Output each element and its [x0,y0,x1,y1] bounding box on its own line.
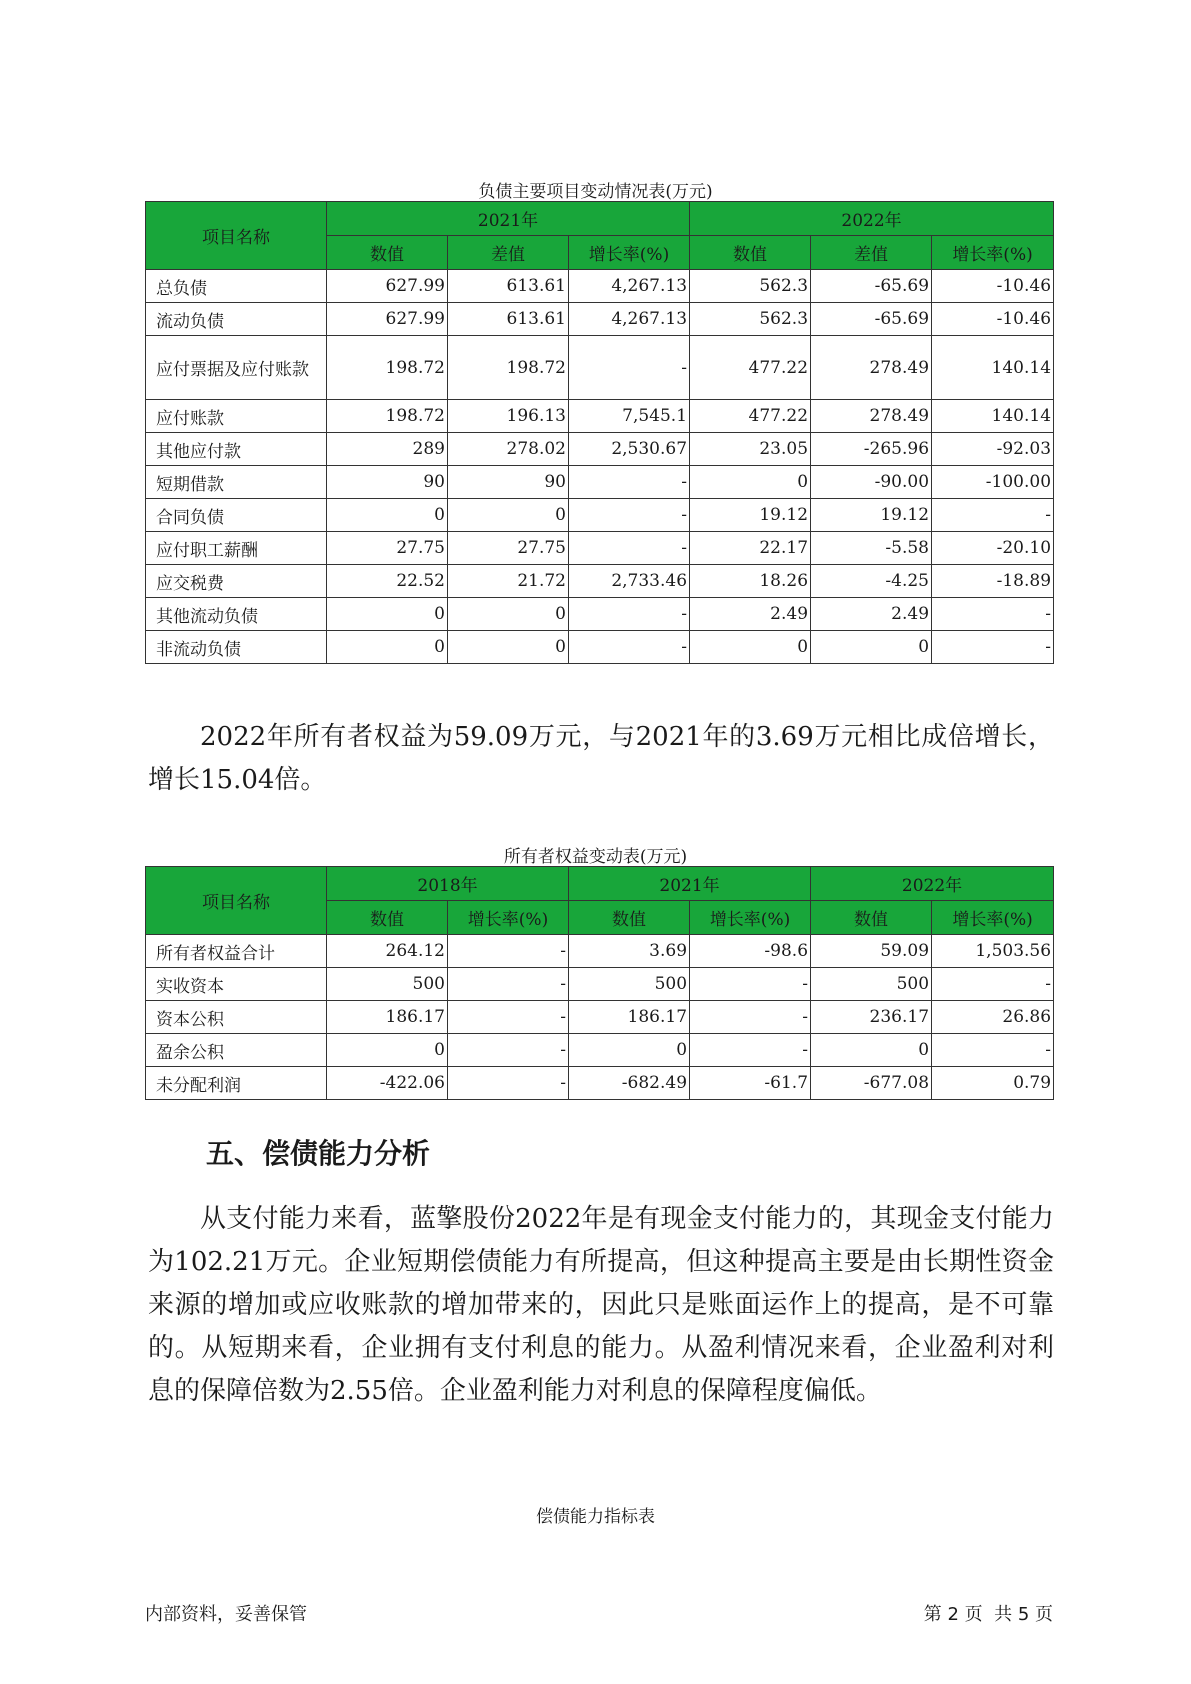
table-cell: 500 [327,968,448,1001]
table-cell: 0.79 [932,1067,1054,1100]
table-cell: 278.02 [448,433,569,466]
table-cell: - [569,499,690,532]
table-cell: 236.17 [811,1001,932,1034]
column-header-growth: 增长率(%) [690,901,811,935]
column-header-growth: 增长率(%) [932,236,1054,270]
row-label: 盈余公积 [146,1034,327,1067]
table-cell: 19.12 [690,499,811,532]
table-cell: 264.12 [327,935,448,968]
table-cell: 613.61 [448,303,569,336]
table-cell: 627.99 [327,270,448,303]
row-label: 非流动负债 [146,631,327,664]
table-row [146,1067,1054,1100]
table-cell: 500 [569,968,690,1001]
column-header-value: 数值 [690,236,811,270]
table-cell: 0 [448,631,569,664]
row-label: 短期借款 [146,466,327,499]
column-header-growth: 增长率(%) [932,901,1054,935]
table-cell: - [932,598,1054,631]
table-cell: - [932,968,1054,1001]
table-cell: -18.89 [932,565,1054,598]
table-cell: - [569,532,690,565]
section-heading: 五、偿债能力分析 [206,1137,431,1170]
table-cell: - [690,1001,811,1034]
column-header-diff: 差值 [448,236,569,270]
row-label: 应付票据及应付账款 [146,336,327,400]
table-cell: 2.49 [811,598,932,631]
table-cell: -4.25 [811,565,932,598]
table-cell: -5.58 [811,532,932,565]
table-row [146,631,1054,664]
row-label: 所有者权益合计 [146,935,327,968]
table-cell: 0 [811,631,932,664]
table-cell: 186.17 [327,1001,448,1034]
table-cell: 18.26 [690,565,811,598]
table-cell: 627.99 [327,303,448,336]
row-label: 其他流动负债 [146,598,327,631]
table-cell: 198.72 [327,336,448,400]
table-cell: 0 [690,631,811,664]
column-header-item-name: 项目名称 [146,202,327,270]
table-cell: - [569,631,690,664]
liability-table [145,201,1054,664]
table-cell: - [690,968,811,1001]
column-header-value: 数值 [327,236,448,270]
table-cell: 0 [811,1034,932,1067]
table-row [146,1001,1054,1034]
table-cell: 198.72 [448,336,569,400]
table-cell: - [448,1034,569,1067]
table-cell: 0 [327,631,448,664]
table-cell: 140.14 [932,400,1054,433]
row-label: 实收资本 [146,968,327,1001]
table-cell: 0 [327,1034,448,1067]
column-header-year-2022: 2022年 [690,202,1054,236]
table-cell: 23.05 [690,433,811,466]
table-cell: 477.22 [690,336,811,400]
table-cell: 198.72 [327,400,448,433]
table-cell: -10.46 [932,270,1054,303]
table-cell: -20.10 [932,532,1054,565]
table-row [146,935,1054,968]
row-label: 资本公积 [146,1001,327,1034]
row-label: 应付账款 [146,400,327,433]
column-header-year-2021: 2021年 [569,867,811,901]
table-cell: - [690,1034,811,1067]
table-cell: -98.6 [690,935,811,968]
table-row [146,1034,1054,1067]
table-cell: 477.22 [690,400,811,433]
table-cell: 196.13 [448,400,569,433]
equity-table [145,866,1054,1100]
column-header-value: 数值 [569,901,690,935]
equity-paragraph: 2022年所有者权益为59.09万元，与2021年的3.69万元相比成倍增长，增长15.04倍。 [148,722,1054,795]
table-cell: 22.17 [690,532,811,565]
row-label: 应交税费 [146,565,327,598]
table-cell: 27.75 [448,532,569,565]
table-cell: -65.69 [811,303,932,336]
table-cell: -682.49 [569,1067,690,1100]
table-cell: -61.7 [690,1067,811,1100]
table-row [146,532,1054,565]
row-label: 合同负债 [146,499,327,532]
table-cell: 2,530.67 [569,433,690,466]
table-cell: -10.46 [932,303,1054,336]
row-label: 其他应付款 [146,433,327,466]
table-row [146,499,1054,532]
table-row [146,565,1054,598]
table-cell: 0 [569,1034,690,1067]
table-cell: 140.14 [932,336,1054,400]
table-cell: 278.49 [811,400,932,433]
table-row [146,466,1054,499]
table-row [146,598,1054,631]
table-cell: - [932,1034,1054,1067]
table-row [146,270,1054,303]
footer-page-number: 第 2 页 共 5 页 [923,1604,1053,1625]
table-cell: 0 [327,598,448,631]
table-cell: 3.69 [569,935,690,968]
row-label: 未分配利润 [146,1067,327,1100]
table-row [146,303,1054,336]
column-header-year-2022: 2022年 [811,867,1054,901]
row-label: 总负债 [146,270,327,303]
column-header-value: 数值 [811,901,932,935]
table-cell: -100.00 [932,466,1054,499]
table-row [146,336,1054,400]
table-cell: 2,733.46 [569,565,690,598]
column-header-growth: 增长率(%) [448,901,569,935]
table-row [146,433,1054,466]
table-cell: 27.75 [327,532,448,565]
table-cell: 2.49 [690,598,811,631]
table-cell: - [448,968,569,1001]
table-cell: - [569,466,690,499]
table-cell: 59.09 [811,935,932,968]
table-cell: 26.86 [932,1001,1054,1034]
table-cell: - [448,1001,569,1034]
column-header-value: 数值 [327,901,448,935]
solvency-table-caption: 偿债能力指标表 [536,1507,655,1527]
column-header-diff: 差值 [811,236,932,270]
liability-table-caption: 负债主要项目变动情况表(万元) [478,182,713,202]
table-cell: - [448,1067,569,1100]
table-cell: 21.72 [448,565,569,598]
table-cell: - [932,499,1054,532]
table-cell: 562.3 [690,303,811,336]
table-cell: -422.06 [327,1067,448,1100]
table-cell: - [932,631,1054,664]
table-cell: - [569,598,690,631]
table-cell: -90.00 [811,466,932,499]
table-cell: 4,267.13 [569,270,690,303]
row-label: 流动负债 [146,303,327,336]
equity-table-caption: 所有者权益变动表(万元) [503,847,688,867]
column-header-growth: 增长率(%) [569,236,690,270]
solvency-paragraph: 从支付能力来看，蓝擎股份2022年是有现金支付能力的，其现金支付能力为102.21万元。企业短期偿债能力有所提高，但这种提高主要是由长期性资金来源的增加或应收账款的增加带来的，因此只是账面运作上的提高，是不可靠的。从短期来看，企业拥有支付利息的能力。从盈利情况来看，企业盈利对利息的保障倍数为2.55倍。企业盈利能力对利息的保障程度偏低。 [148,1204,1054,1406]
column-header-year-2021: 2021年 [327,202,690,236]
table-cell: 0 [690,466,811,499]
table-cell: 22.52 [327,565,448,598]
table-cell: 4,267.13 [569,303,690,336]
row-label: 应付职工薪酬 [146,532,327,565]
table-cell: 562.3 [690,270,811,303]
table-cell: -65.69 [811,270,932,303]
table-cell: - [569,336,690,400]
table-cell: 1,503.56 [932,935,1054,968]
table-cell: 90 [448,466,569,499]
table-cell: -265.96 [811,433,932,466]
table-cell: 289 [327,433,448,466]
column-header-item-name: 项目名称 [146,867,327,935]
table-cell: -92.03 [932,433,1054,466]
table-cell: 7,545.1 [569,400,690,433]
table-cell: 0 [448,499,569,532]
table-row [146,968,1054,1001]
footer-confidential-note: 内部资料，妥善保管 [145,1604,307,1625]
table-cell: - [448,935,569,968]
table-cell: 0 [448,598,569,631]
column-header-year-2018: 2018年 [327,867,569,901]
table-cell: -677.08 [811,1067,932,1100]
table-cell: 90 [327,466,448,499]
table-row [146,400,1054,433]
table-cell: 186.17 [569,1001,690,1034]
table-cell: 613.61 [448,270,569,303]
table-cell: 500 [811,968,932,1001]
table-cell: 19.12 [811,499,932,532]
table-cell: 278.49 [811,336,932,400]
table-cell: 0 [327,499,448,532]
